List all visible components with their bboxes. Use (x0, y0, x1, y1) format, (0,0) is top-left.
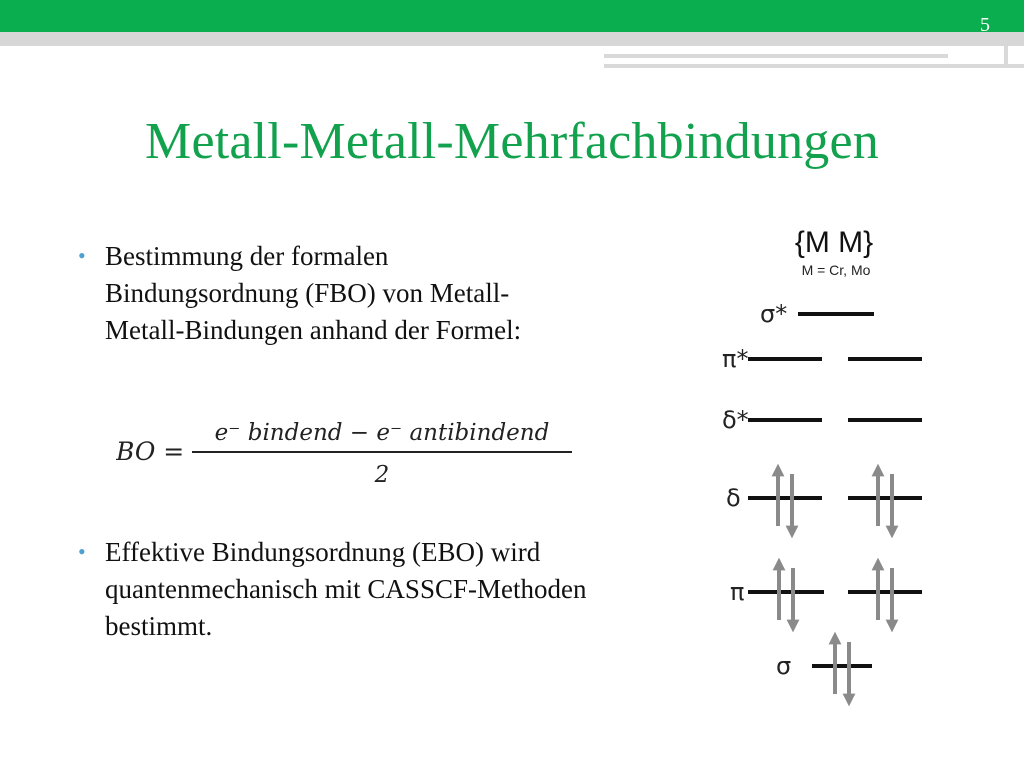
decorative-line (604, 64, 1024, 68)
bullet-dot: • (78, 539, 86, 564)
mo-header: {M M} (794, 226, 874, 259)
formula-numerator: e⁻ bindend − e⁻ antibindend (214, 420, 550, 446)
bullet-text: Effektive Bindungsordnung (EBO) wird quantenmechanisch mit CASSCF-Methoden bestimmt. (105, 537, 587, 641)
bullet-dot: • (78, 243, 86, 268)
slide-title: Metall-Metall-Mehrfachbindungen (145, 113, 879, 170)
decorative-line (1004, 46, 1008, 68)
mo-level-label: δ* (722, 406, 749, 434)
mo-subheader: M = Cr, Mo (801, 262, 871, 278)
mo-level-label: σ (776, 652, 792, 680)
mo-level-label: δ (726, 484, 741, 512)
header-bar (0, 0, 1024, 32)
formula-denominator: 2 (374, 462, 390, 488)
bullet-text: Bestimmung der formalen Bindungsordnung (FBO) von Metall- Metall-Bindungen anhand der Formel: (105, 241, 522, 345)
mo-level-label: σ* (760, 300, 788, 328)
decorative-line (604, 54, 948, 58)
mo-levels (722, 300, 922, 700)
header-bar-shadow (0, 32, 1024, 46)
page-number: 5 (980, 14, 990, 36)
bullet-item (78, 238, 688, 358)
bullet-item (78, 534, 688, 654)
mo-level-label: π (730, 578, 745, 606)
formula-svg (116, 404, 586, 494)
formula-lhs: BO = (116, 437, 185, 466)
mo-level-label: π* (722, 345, 749, 373)
bond-order-formula (116, 404, 586, 494)
mo-diagram (708, 214, 944, 714)
